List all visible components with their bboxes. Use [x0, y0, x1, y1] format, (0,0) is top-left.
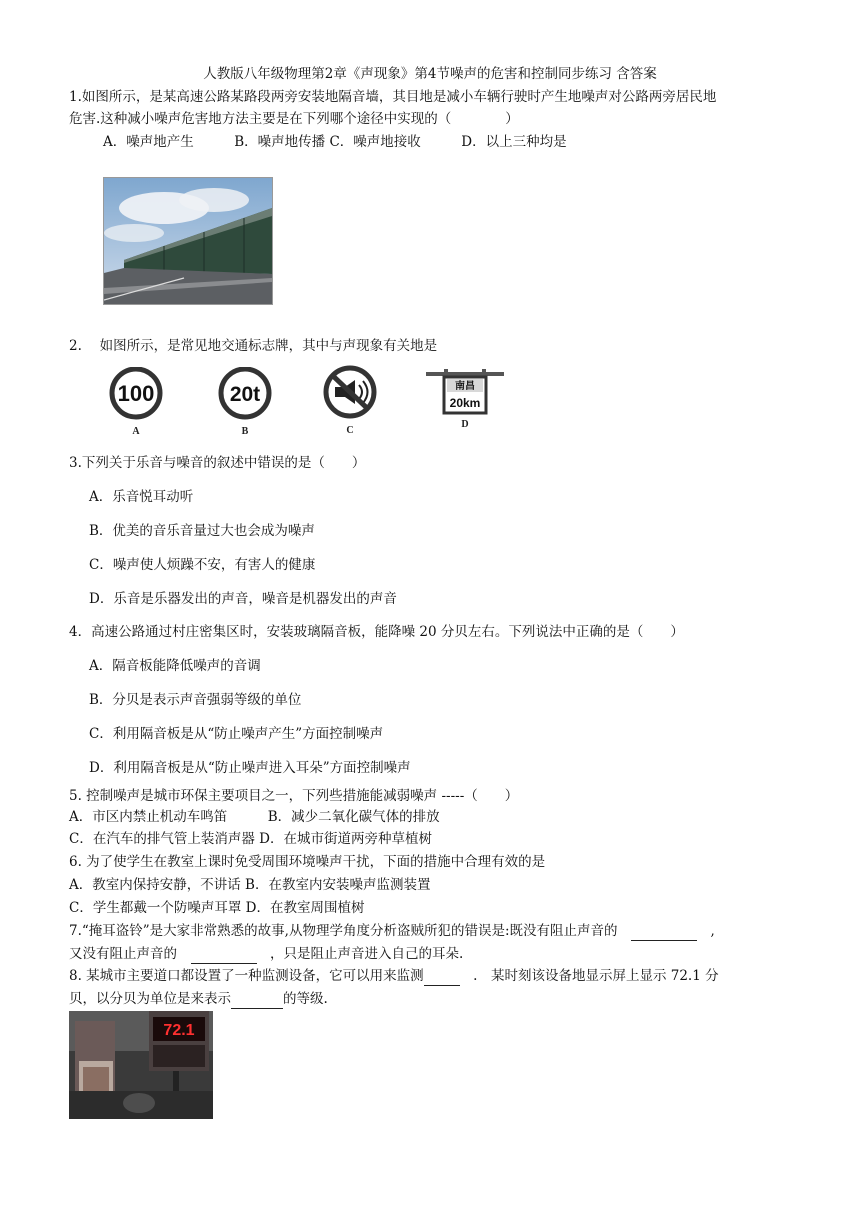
q1-options: A．噪声地产生 B．噪声地传播 C．噪声地接收 D．以上三种均是	[103, 134, 567, 150]
q5-options-cd: C．在汽车的排气管上装消声器 D．在城市街道两旁种草植树	[69, 831, 432, 847]
q6-options-cd: C．学生都戴一个防噪声耳罩 D．在教室周围植树	[69, 900, 365, 916]
sign-d-city: 南昌	[455, 381, 475, 392]
q8-blank-2[interactable]	[231, 994, 283, 1009]
sign-d-distance: 20km	[449, 396, 481, 410]
q4-option-a: A．隔音板能降低噪声的音调	[89, 658, 261, 674]
q3-stem: 3.下列关于乐音与噪音的叙述中错误的是（ ）	[69, 455, 366, 471]
q2-stem: 2. 如图所示，是常见地交通标志牌，其中与声现象有关地是	[69, 338, 438, 354]
q6-options-ab: A．教室内保持安静，不讲话 B．在教室内安装噪声监测装置	[69, 877, 431, 893]
q5-options-ab: A．市区内禁止机动车鸣笛 B．减少二氧化碳气体的排放	[69, 809, 440, 825]
q6-stem: 6. 为了使学生在教室上课时免受周围环境噪声干扰，下面的措施中合理有效的是	[69, 854, 546, 870]
monitor-display-value: 72.1	[163, 1022, 195, 1039]
q3-option-c: C．噪声使人烦躁不安，有害人的健康	[89, 557, 316, 573]
q4-option-b: B．分贝是表示声音强弱等级的单位	[89, 692, 302, 708]
q8-text-1-mid: . 某时刻该设备地显示屏上显示 72.1 分	[459, 968, 719, 984]
q7-blank-2[interactable]	[191, 949, 257, 964]
q7-text-1-end: ,	[697, 923, 715, 939]
q7-text-1: 7.“掩耳盗铃”是大家非常熟悉的故事,从物理学角度分析盗贼所犯的错误是:既没有阻止声音的	[69, 923, 632, 939]
weight-limit-sign	[210, 367, 280, 441]
q3-option-d: D．乐音是乐器发出的声音，噪音是机器发出的声音	[89, 591, 397, 607]
q8-blank-1[interactable]	[424, 971, 460, 986]
q4-option-c: C．利用隔音板是从“防止噪声产生”方面控制噪声	[89, 726, 384, 742]
q5-stem: 5. 控制噪声是城市环保主要项目之一，下列些措施能减弱噪声 -----（ ）	[69, 788, 519, 804]
q1-stem-line1: 1.如图所示，是某高速公路某路段两旁安装地隔音墙，其目地是减小车辆行驶时产生地噪声对公路两旁居民地	[69, 89, 717, 105]
sign-d-label: D	[461, 419, 469, 430]
q8-line1	[69, 966, 719, 986]
no-horn-sign	[315, 365, 385, 441]
sign-b-label: B	[241, 426, 249, 437]
distance-sign	[424, 368, 506, 438]
q8-text-1: 8. 某城市主要道口都设置了一种监测设备，它可以用来监测	[69, 968, 424, 984]
q8-text-2: 贝，以分贝为单位是来表示	[69, 991, 231, 1007]
sign-a-text: 100	[117, 381, 155, 406]
q3-option-b: B．优美的音乐音量过大也会成为噪声	[89, 523, 315, 539]
q8-line2	[69, 989, 328, 1009]
noise-monitor-photo	[69, 1011, 213, 1119]
q7-blank-1[interactable]	[631, 926, 697, 941]
q7-line1	[69, 921, 715, 941]
sign-a-label: A	[132, 426, 140, 437]
sign-b-text: 20t	[229, 383, 261, 406]
q3-option-a: A．乐音悦耳动听	[89, 489, 194, 505]
q7-text-2: 又没有阻止声音的	[69, 946, 191, 962]
sound-barrier-photo	[103, 177, 273, 305]
sign-c-label: C	[346, 425, 354, 436]
q7-text-2-end: ，只是阻止声音进入自己的耳朵.	[256, 946, 464, 962]
q8-text-2-end: 的等级.	[283, 991, 328, 1007]
q7-line2	[69, 944, 463, 964]
q4-stem: 4．高速公路通过村庄密集区时，安装玻璃隔音板，能降噪 20 分贝左右。下列说法中正确的是（ ）	[69, 624, 684, 640]
page-title: 人教版八年级物理第2章《声现象》第4节噪声的危害和控制同步练习 含答案	[203, 66, 657, 82]
q4-option-d: D．利用隔音板是从“防止噪声进入耳朵”方面控制噪声	[89, 760, 411, 776]
speed-limit-sign	[101, 367, 171, 441]
q1-stem-line2: 危害.这种减小噪声危害地方法主要是在下列哪个途径中实现的（ ）	[69, 111, 519, 127]
